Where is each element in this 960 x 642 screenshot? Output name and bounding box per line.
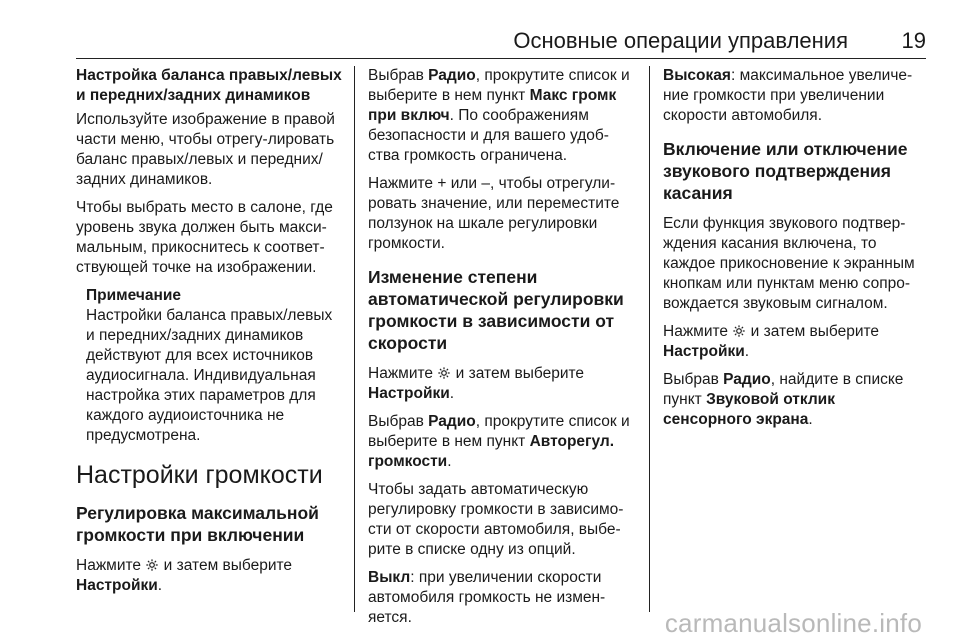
menu-term-settings: Настройки (368, 385, 450, 402)
paragraph: Чтобы задать автоматическую регулировку громкости в зависимо-сти от скорости автомобиля, выбе-рите в списке одну из опций. (368, 481, 624, 558)
paragraph (663, 66, 927, 126)
column-divider-2 (649, 66, 650, 612)
gear-icon (437, 366, 451, 380)
text: , прокрутите список и выберите в нем пункт (368, 413, 630, 450)
watermark: carmanualsonline.info (664, 608, 922, 638)
paragraph: Нажмите + или –, чтобы отрегули-ровать значение, или переместите ползунок на шкале регулировки громкости. (368, 175, 620, 252)
text: . (449, 385, 455, 402)
text: . (447, 453, 452, 470)
paragraph: Используйте изображение в правой части меню, чтобы отрегу-лировать баланс правых/левых и передних/задних динамиков. (76, 111, 335, 188)
note-title: Примечание (86, 287, 181, 304)
text: : при увеличении скорости автомобиля громкость не измен-яется. (368, 569, 606, 626)
paragraph (368, 568, 636, 628)
chapter-heading-volume: Настройки громкости (76, 461, 323, 489)
text: . По соображениям безопасности и для вашего удоб-ства громкость ограничена. (368, 107, 609, 164)
page-number: 19 (901, 28, 926, 53)
page-title: Основные операции управления (513, 28, 848, 53)
paragraph-instruction (663, 322, 927, 362)
section-heading-auto-volume: Изменение степени автоматической регулировки громкости в зависимости от скорости (368, 267, 624, 353)
menu-term-radio: Радио (428, 413, 476, 430)
column-divider-1 (354, 66, 355, 612)
gear-icon (732, 324, 746, 338)
text: Выбрав (368, 67, 424, 84)
note-block (86, 286, 342, 446)
text: и затем выберите (750, 323, 880, 340)
text: и затем выберите (163, 557, 293, 574)
text: , прокрутите список и выберите в нем пункт (368, 67, 630, 104)
paragraph-instruction (368, 364, 636, 404)
text: Нажмите (663, 323, 729, 340)
menu-term-touch-feedback: Звуковой отклик сенсорного экрана (663, 391, 835, 428)
section-heading-touch-sound: Включение или отключение звукового подтверждения касания (663, 139, 908, 203)
text: , найдите в списке пункт (663, 371, 904, 408)
text: . (808, 411, 813, 428)
paragraph: Чтобы выбрать место в салоне, где уровень звука должен быть макси-мальным, прикоснитесь к соответ-ствующей точке на изображении. (76, 199, 333, 276)
menu-term-radio: Радио (428, 67, 476, 84)
header-divider (76, 58, 926, 59)
menu-term-settings: Настройки (663, 343, 745, 360)
text: Выбрав (663, 371, 719, 388)
text: Нажмите (76, 557, 142, 574)
column-3 (663, 66, 927, 438)
paragraph-instruction (76, 556, 342, 596)
text: : максимальное увеличе-ние громкости при увеличении скорости автомобиля. (663, 67, 913, 124)
gear-icon (145, 558, 159, 572)
text: . (157, 577, 163, 594)
menu-term-radio: Радио (723, 371, 771, 388)
note-text: Настройки баланса правых/левых и передних/задних динамиков действуют для всех источников аудиосигнала. Индивидуальная настройка этих параметров для каждого аудиоисточника не предусмотрена. (86, 307, 333, 444)
paragraph (368, 412, 636, 472)
column-2 (368, 66, 636, 636)
section-heading-balance: Настройка баланса правых/левых и передних/задних динамиков (76, 67, 342, 104)
menu-term-auto-volume: Авторегул. громкости (368, 433, 615, 470)
option-term-high: Высокая (663, 67, 731, 84)
text: Нажмите (368, 365, 434, 382)
page-header (0, 0, 960, 60)
option-term-off: Выкл (368, 569, 411, 586)
menu-term-settings: Настройки (76, 577, 158, 594)
section-heading-max-volume: Регулировка максимальной громкости при включении (76, 503, 319, 545)
column-1 (76, 66, 342, 604)
menu-term-max-volume: Макс громк при включ (368, 87, 617, 124)
paragraph (663, 370, 927, 430)
paragraph (368, 66, 636, 166)
paragraph: Если функция звукового подтвер-ждения касания включена, то каждое прикосновение к экранным кнопкам или пунктам меню сопро-вождается звуковым сигналом. (663, 215, 915, 312)
text: Выбрав (368, 413, 424, 430)
text: и затем выберите (455, 365, 585, 382)
text: . (744, 343, 750, 360)
